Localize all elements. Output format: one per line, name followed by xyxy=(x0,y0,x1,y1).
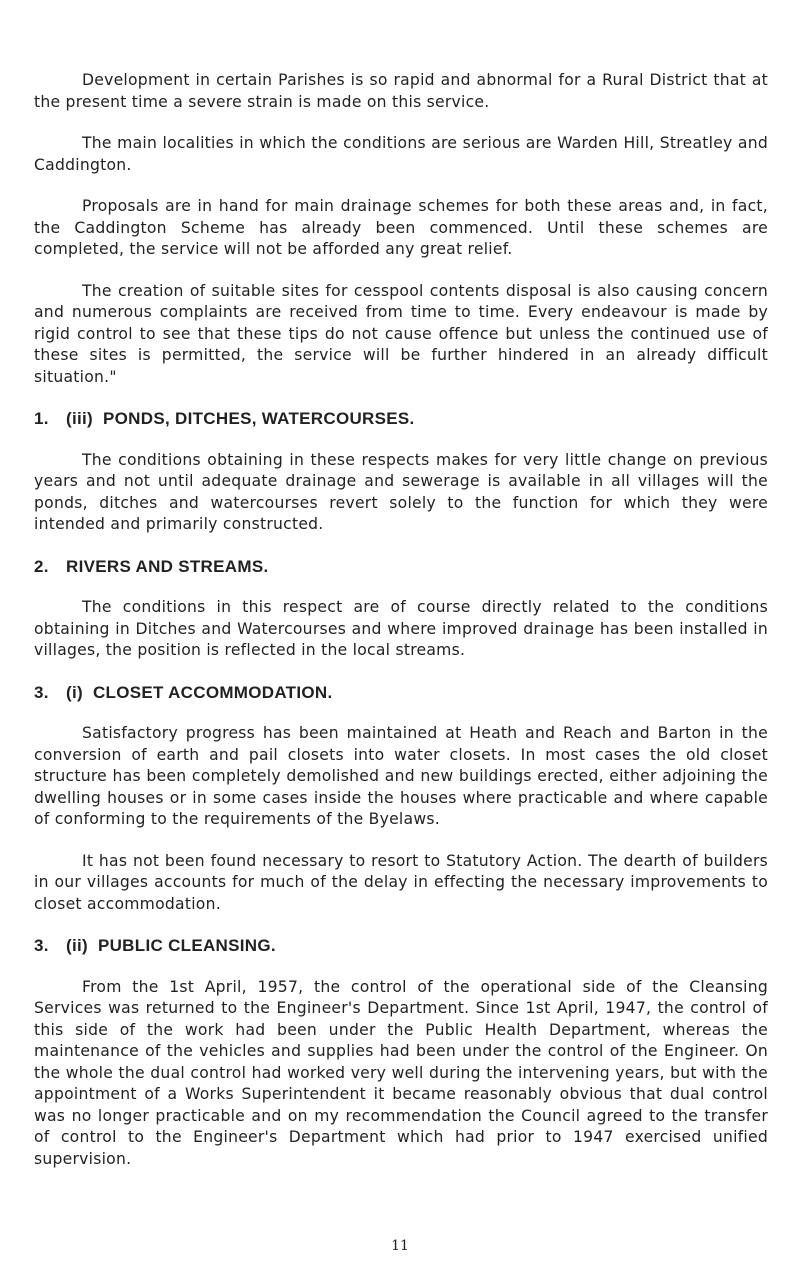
section-heading-ponds xyxy=(34,408,768,430)
section-number: 3. xyxy=(34,936,49,955)
page-number: 11 xyxy=(391,1238,409,1254)
paragraph-ponds: The conditions obtaining in these respects makes for very little change on previous years and not until adequate drainage and sewerage is available in all villages will the ponds, ditches and watercourses revert solely to the function for which they were intended and primarily constructed. xyxy=(34,450,768,533)
paragraph-rivers: The conditions in this respect are of course directly related to the conditions obtaining in Ditches and Watercourses and where improved drainage has been installed in villages, the position is reflected in the local streams. xyxy=(34,598,768,659)
section-number: 2. xyxy=(34,556,49,576)
section-heading-closet xyxy=(34,682,768,704)
paragraph-closet-progress: Satisfactory progress has been maintained at Heath and Reach and Barton in the conversion of earth and pail closets into water closets. In most cases the old closet structure has been completely demolished and new buildings erected, either adjoining the dwelling houses or in some cases inside the houses where practicable and where capable of conforming to the requirements of the Byelaws. xyxy=(34,724,768,828)
section-number: 1. xyxy=(34,409,49,428)
section-title: CLOSET ACCOMMODATION. xyxy=(92,682,333,702)
paragraph-cleansing: From the 1st April, 1957, the control of the operational side of the Cleansing Services was returned to the Engineer's Department. Since 1st April, 1947, the control of this side of the work had been under the Public Health Department, whereas the maintenance of the vehicles and supplies had been under the control of the Engineer. On the whole the dual control had worked very well during the intervening years, but with the appointment of a Works Superintendent it became reasonably obvious that dual control was no longer practicable and on my recommendation the Council agreed to the transfer of control to the Engineer's Department which had prior to 1947 exercised unified supervision. xyxy=(34,977,768,1168)
section-subnumber: (iii) xyxy=(66,409,93,428)
section-title: PONDS, DITCHES, WATERCOURSES. xyxy=(103,409,415,428)
paragraph-cesspool: The creation of suitable sites for cesspool contents disposal is also causing concern and numerous complaints are received from time to time. Every endeavour is made by rigid control to see that these tips do not cause offence but unless the continued use of these sites is permitted, the service will be further hindered in an already difficult situation." xyxy=(34,281,768,386)
document-page xyxy=(34,70,768,1170)
paragraph-closet-statutory: It has not been found necessary to resort to Statutory Action. The dearth of builders in our villages accounts for much of the delay in effecting the necessary improvements to closet accommodation. xyxy=(34,851,768,913)
paragraph-proposals: Proposals are in hand for main drainage schemes for both these areas and, in fact, the Caddington Scheme has already been commenced. Until these schemes are completed, the service will not be afforded any great relief. xyxy=(34,197,768,258)
section-subnumber: (i) xyxy=(66,682,83,702)
paragraph-development: Development in certain Parishes is so rapid and abnormal for a Rural District that at the present time a severe strain is made on this service. xyxy=(34,71,768,111)
section-heading-rivers xyxy=(34,556,768,578)
section-subnumber: (ii) xyxy=(66,936,88,955)
paragraph-localities: The main localities in which the conditions are serious are Warden Hill, Streatley and Caddington. xyxy=(34,134,768,174)
section-title: PUBLIC CLEANSING. xyxy=(97,936,276,955)
section-number: 3. xyxy=(34,682,49,702)
section-heading-cleansing xyxy=(34,935,768,957)
section-title: RIVERS AND STREAMS. xyxy=(66,556,269,576)
